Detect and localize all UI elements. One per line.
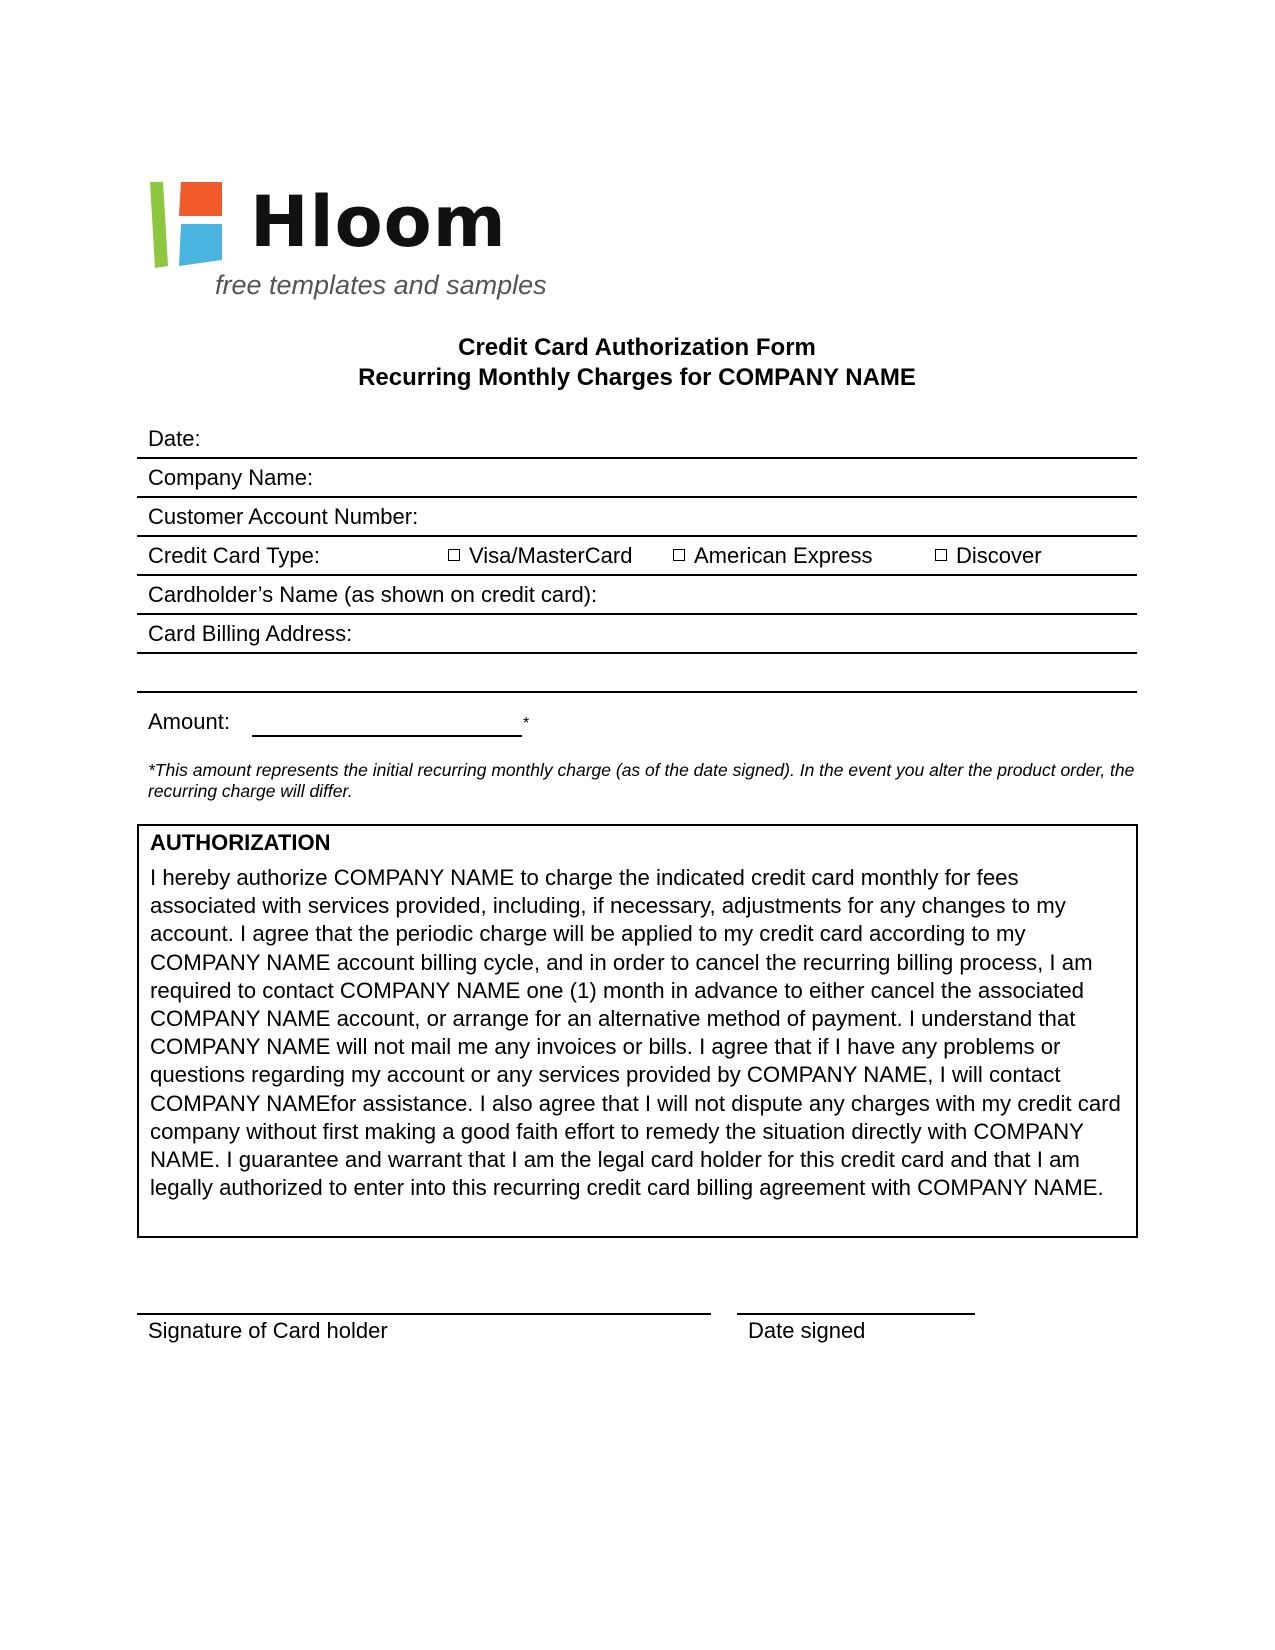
- card-billing-address-second-line[interactable]: [137, 654, 1137, 693]
- hloom-logo: [150, 180, 570, 310]
- customer-account-number-label: Customer Account Number:: [148, 504, 419, 529]
- cardholder-name-field-row[interactable]: [137, 576, 1137, 615]
- customer-account-number-field-row[interactable]: [137, 498, 1137, 537]
- logo-orange-square: [179, 182, 222, 216]
- card-type-option-discover[interactable]: [935, 544, 1042, 568]
- logo-tagline: free templates and samples: [215, 270, 547, 300]
- american-express-label: American Express: [694, 543, 873, 568]
- form-title-block: [137, 333, 1137, 393]
- credit-card-type-label: Credit Card Type:: [148, 543, 321, 568]
- card-billing-address-label: Card Billing Address:: [148, 621, 353, 646]
- amount-input-line[interactable]: [252, 735, 522, 737]
- signature-label: Signature of Card holder: [148, 1318, 388, 1343]
- card-type-option-american-express[interactable]: [673, 544, 873, 568]
- hloom-logo-mark: [150, 180, 238, 270]
- date-signed-line[interactable]: [737, 1313, 975, 1315]
- signature-line[interactable]: [137, 1313, 711, 1315]
- card-billing-address-field-row[interactable]: [137, 615, 1137, 654]
- date-signed-label: Date signed: [748, 1318, 866, 1343]
- cardholder-name-label: Cardholder’s Name (as shown on credit card):: [148, 582, 598, 607]
- visa-mastercard-checkbox[interactable]: [448, 549, 460, 561]
- discover-label: Discover: [956, 543, 1042, 568]
- logo-wordmark: Hloom: [250, 181, 507, 263]
- company-name-field-row[interactable]: [137, 459, 1137, 498]
- amount-label: Amount:: [148, 709, 230, 734]
- authorization-heading: AUTHORIZATION: [150, 830, 331, 855]
- date-field-row[interactable]: [137, 420, 1137, 459]
- company-name-label: Company Name:: [148, 465, 314, 490]
- amount-footnote-marker: *: [523, 715, 530, 732]
- card-type-option-visa-mastercard[interactable]: [448, 544, 632, 568]
- authorization-text: I hereby authorize COMPANY NAME to charge the indicated credit card monthly for fees associated with services provided, including, if necessary, adjustments for any changes to my account. I agree that the periodic charge will be applied to my credit card according to my COMPANY NAME account billing cycle, and in order to cancel the recurring billing process, I am required to contact COMPANY NAME one (1) month in advance to either cancel the associated COMPANY NAME account, or arrange for an alternative method of payment. I understand that COMPANY NAME will not mail me any invoices or bills. I agree that if I have any problems or questions regarding my account or any services provided by COMPANY NAME, I will contact COMPANY NAMEfor assistance. I also agree that I will not dispute any charges with my credit card company without first making a good faith effort to remedy the situation directly with COMPANY NAME. I guarantee and warrant that I am the legal card holder for this credit card and that I am legally authorized to enter into this recurring credit card billing agreement with COMPANY NAME.: [150, 865, 1121, 1201]
- visa-mastercard-label: Visa/MasterCard: [469, 543, 633, 568]
- amount-footnote: *This amount represents the initial recurring monthly charge (as of the date signed). In the event you alter the product order, the recurring charge will differ.: [148, 760, 1135, 801]
- logo-green-bar: [150, 182, 168, 268]
- discover-checkbox[interactable]: [935, 549, 947, 561]
- form-title: Credit Card Authorization Form: [458, 334, 816, 361]
- credit-card-type-row: [137, 537, 1137, 576]
- logo-blue-square: [179, 224, 222, 266]
- date-label: Date:: [148, 426, 201, 451]
- american-express-checkbox[interactable]: [673, 549, 685, 561]
- form-subtitle: Recurring Monthly Charges for COMPANY NAME: [358, 364, 916, 391]
- authorization-box: [137, 824, 1138, 1238]
